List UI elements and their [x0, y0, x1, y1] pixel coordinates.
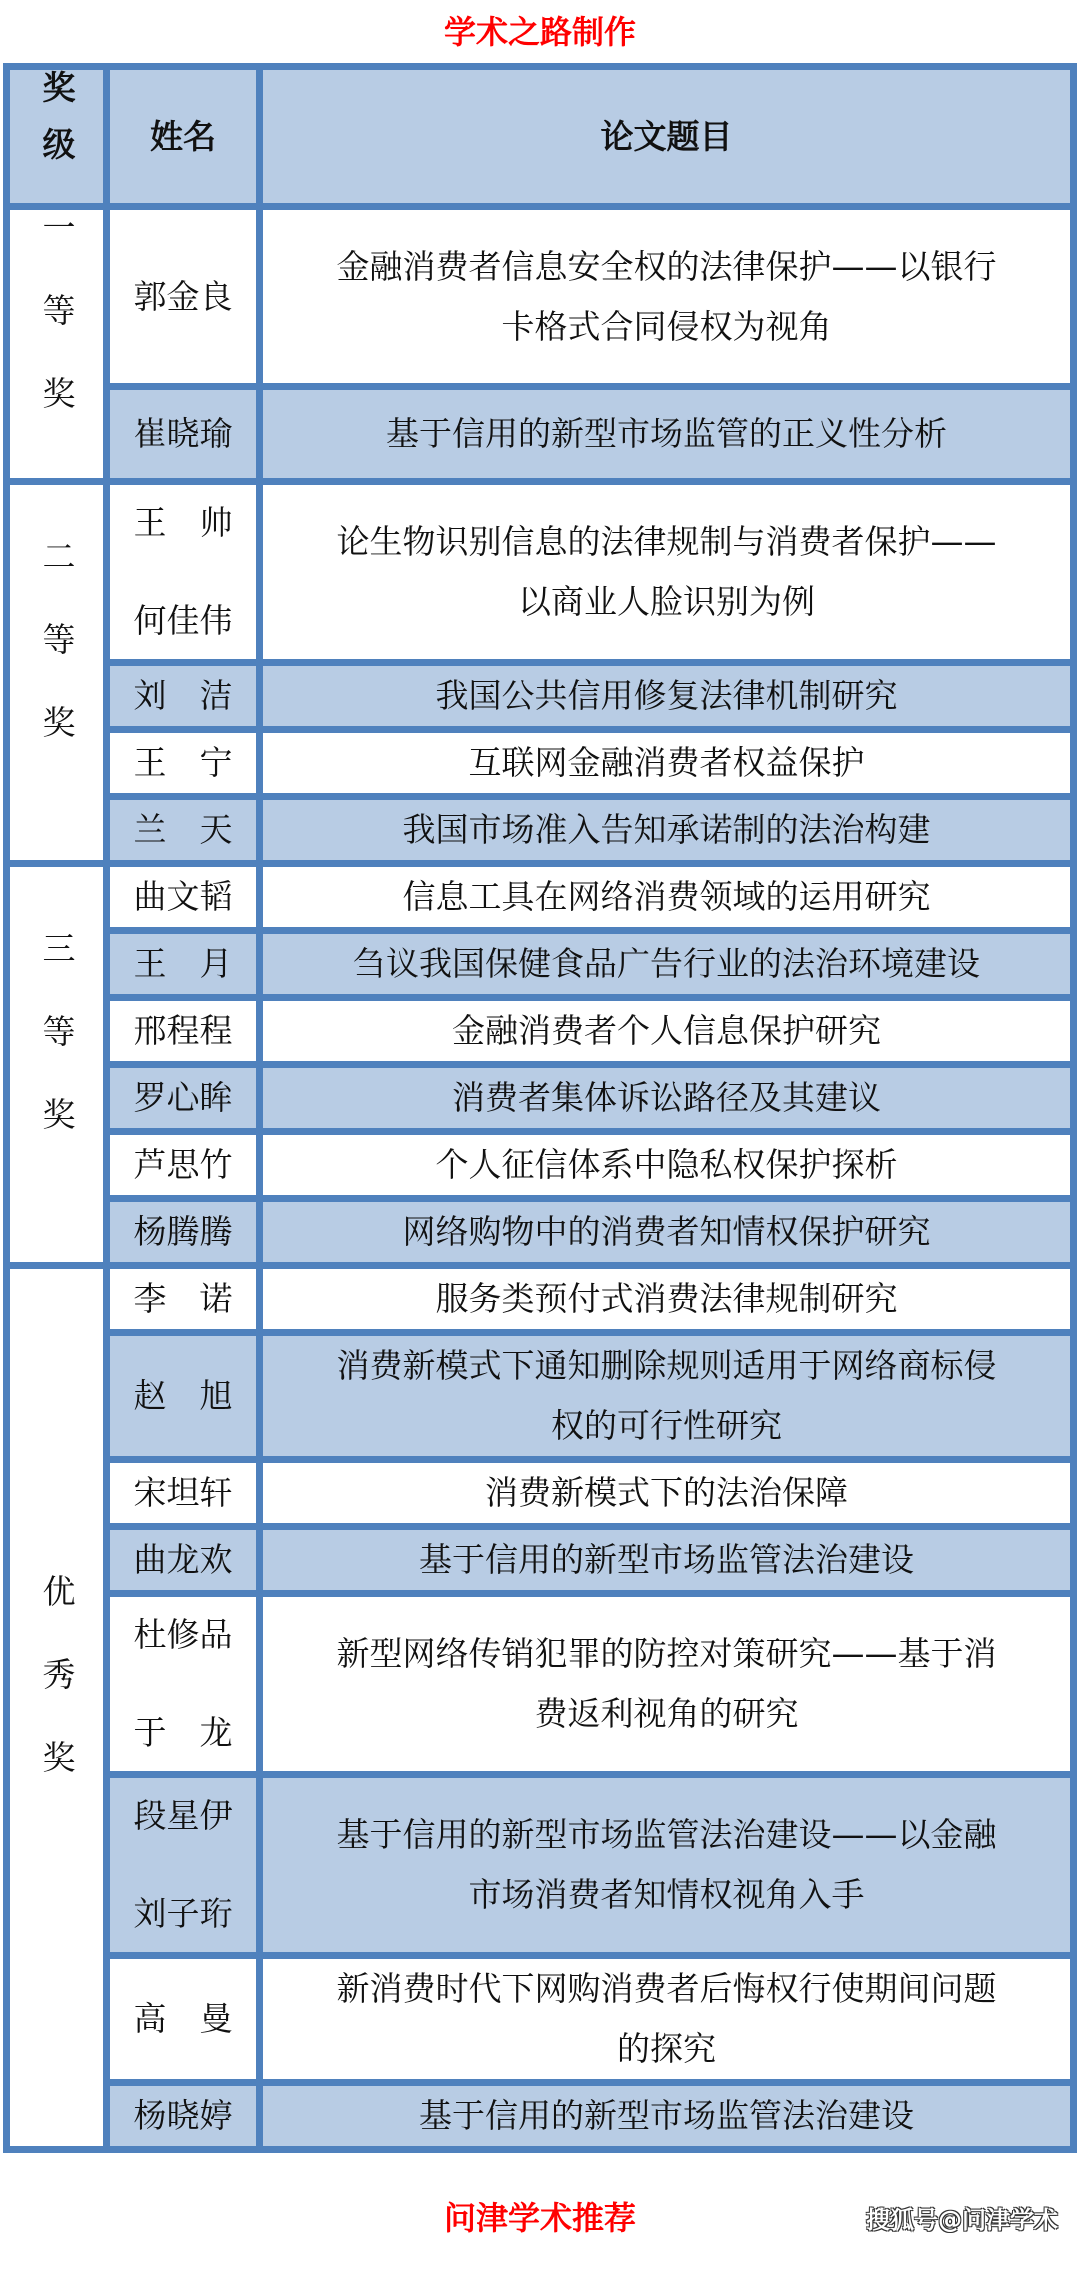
paper-title-cell: [260, 1775, 1074, 1956]
name-cell: [107, 207, 260, 387]
name-cell: [107, 1199, 260, 1266]
author-name: 王 宁: [133, 743, 233, 782]
paper-title-line: 消费者集体诉讼路径及其建议: [452, 1078, 881, 1117]
paper-title-cell: [260, 797, 1074, 864]
paper-title-line: 金融消费者个人信息保护研究: [452, 1011, 881, 1050]
table-header-row: [7, 67, 1074, 207]
name-cell: [107, 931, 260, 998]
author-name: 杜修品: [133, 1615, 233, 1654]
author-name: 于 龙: [133, 1713, 233, 1752]
paper-title-cell: [260, 1956, 1074, 2083]
award-level-cell: [7, 482, 107, 864]
paper-title-line: 服务类预付式消费法律规制研究: [435, 1279, 898, 1318]
table-row: [7, 663, 1074, 730]
author-name: 邢程程: [133, 1011, 233, 1050]
author-name: 曲文韬: [133, 877, 233, 916]
table-row: [7, 1527, 1074, 1594]
paper-title-cell: [260, 1266, 1074, 1333]
name-cell: [107, 1527, 260, 1594]
name-cell: [107, 1956, 260, 2083]
table-row: [7, 1333, 1074, 1460]
paper-title-line: 权的可行性研究: [551, 1406, 782, 1445]
paper-title-line: 信息工具在网络消费领域的运用研究: [402, 877, 931, 916]
table-row: [7, 1266, 1074, 1333]
author-name: 段星伊: [133, 1796, 233, 1835]
author-name: 何佳伟: [133, 601, 233, 640]
paper-title-line: 金融消费者信息安全权的法律保护——以银行: [336, 246, 997, 286]
paper-title-cell: [260, 663, 1074, 730]
award-table: [3, 63, 1077, 2153]
author-name: 刘子珩: [133, 1894, 233, 1933]
paper-title-line: 基于信用的新型市场监管法治建设: [419, 2096, 914, 2135]
author-name: 赵 旭: [133, 1376, 233, 1415]
name-cell: [107, 663, 260, 730]
table-row: [7, 1132, 1074, 1199]
paper-title-cell: [260, 1132, 1074, 1199]
paper-title-line: 个人征信体系中隐私权保护探析: [435, 1145, 898, 1184]
table-row: [7, 1199, 1074, 1266]
paper-title-cell: [260, 387, 1074, 482]
table-row: [7, 1956, 1074, 2083]
paper-title-line: 论生物识别信息的法律规制与消费者保护——: [336, 522, 997, 561]
header-award-label: 奖级: [37, 70, 77, 184]
paper-title-line: 我国公共信用修复法律机制研究: [435, 676, 898, 715]
footer-title: 问津学术推荐: [443, 2199, 636, 2237]
paper-title-cell: [260, 931, 1074, 998]
table-row: [7, 931, 1074, 998]
award-level-cell: [7, 1266, 107, 2150]
table-row: [7, 482, 1074, 663]
paper-title-cell: [260, 1199, 1074, 1266]
author-name: 李 诺: [133, 1279, 233, 1318]
paper-title-line: 卡格式合同侵权为视角: [501, 306, 832, 346]
name-cell: [107, 797, 260, 864]
paper-title-line: 新消费时代下网购消费者后悔权行使期间问题: [336, 1969, 997, 2008]
header-award: [7, 67, 107, 207]
paper-title-cell: [260, 207, 1074, 387]
paper-title-cell: [260, 998, 1074, 1065]
paper-title-line: 刍议我国保健食品广告行业的法治环境建设: [353, 944, 980, 983]
author-name: 王 月: [133, 944, 233, 983]
table-row: [7, 730, 1074, 797]
paper-title-cell: [260, 1594, 1074, 1775]
paper-title-line: 市场消费者知情权视角入手: [468, 1875, 865, 1914]
table-row: [7, 1594, 1074, 1775]
paper-title-line: 费返利视角的研究: [534, 1694, 799, 1733]
award-level-cell: [7, 207, 107, 482]
author-name: 罗心眸: [133, 1078, 233, 1117]
award-level-label: 二等奖: [37, 538, 77, 788]
paper-title-cell: [260, 1065, 1074, 1132]
author-name: 宋坦轩: [133, 1473, 233, 1512]
award-level-cell: [7, 864, 107, 1266]
author-name: 杨腾腾: [133, 1212, 233, 1251]
paper-title-line: 新型网络传销犯罪的防控对策研究——基于消: [336, 1634, 997, 1673]
name-cell: [107, 1065, 260, 1132]
author-name: 王 帅: [133, 503, 233, 542]
table-row: [7, 797, 1074, 864]
header-title: 论文题目: [260, 67, 1074, 207]
paper-title-cell: [260, 730, 1074, 797]
name-cell: [107, 2083, 260, 2150]
name-cell: [107, 1333, 260, 1460]
table-row: [7, 1065, 1074, 1132]
header-name: 姓名: [107, 67, 260, 207]
author-name: 刘 洁: [133, 676, 233, 715]
award-level-label: 优秀奖: [37, 1573, 77, 1823]
paper-title-cell: [260, 1460, 1074, 1527]
paper-title-cell: [260, 1527, 1074, 1594]
paper-title-line: 网络购物中的消费者知情权保护研究: [402, 1212, 931, 1251]
paper-title-line: 基于信用的新型市场监管法治建设——以金融: [336, 1815, 997, 1854]
paper-title-line: 基于信用的新型市场监管的正义性分析: [386, 414, 947, 453]
author-name: 兰 天: [133, 810, 233, 849]
author-name: 郭金良: [133, 276, 233, 316]
award-level-label: 一等奖: [37, 210, 77, 459]
watermark: 搜狐号@问津学术: [866, 2206, 1058, 2234]
paper-title-line: 互联网金融消费者权益保护: [468, 743, 865, 782]
paper-title-cell: [260, 1333, 1074, 1460]
name-cell: [107, 1775, 260, 1956]
name-cell: [107, 1460, 260, 1527]
paper-title-line: 消费新模式下的法治保障: [485, 1473, 848, 1512]
name-cell: [107, 387, 260, 482]
name-cell: [107, 864, 260, 931]
table-row: [7, 387, 1074, 482]
paper-title-cell: [260, 864, 1074, 931]
paper-title-line: 以商业人脸识别为例: [518, 582, 815, 621]
table-row: [7, 864, 1074, 931]
name-cell: [107, 1132, 260, 1199]
table-body: [7, 207, 1074, 2150]
name-cell: [107, 998, 260, 1065]
table-row: [7, 1775, 1074, 1956]
table-row: [7, 1460, 1074, 1527]
paper-title-cell: [260, 482, 1074, 663]
name-cell: [107, 1594, 260, 1775]
header-title: 学术之路制作: [443, 13, 636, 51]
paper-title-line: 我国市场准入告知承诺制的法治构建: [402, 810, 931, 849]
table-row: [7, 207, 1074, 387]
paper-title-line: 的探究: [617, 2029, 716, 2068]
table-row: [7, 998, 1074, 1065]
table-row: [7, 2083, 1074, 2150]
paper-title-line: 基于信用的新型市场监管法治建设: [419, 1540, 914, 1579]
name-cell: [107, 730, 260, 797]
paper-title-cell: [260, 2083, 1074, 2150]
author-name: 曲龙欢: [133, 1540, 233, 1579]
author-name: 崔晓瑜: [133, 414, 233, 453]
name-cell: [107, 482, 260, 663]
author-name: 芦思竹: [133, 1145, 233, 1184]
name-cell: [107, 1266, 260, 1333]
paper-title-line: 消费新模式下通知删除规则适用于网络商标侵: [336, 1346, 997, 1385]
author-name: 高 曼: [133, 1999, 233, 2038]
author-name: 杨晓婷: [133, 2096, 233, 2135]
award-level-label: 三等奖: [37, 930, 77, 1180]
